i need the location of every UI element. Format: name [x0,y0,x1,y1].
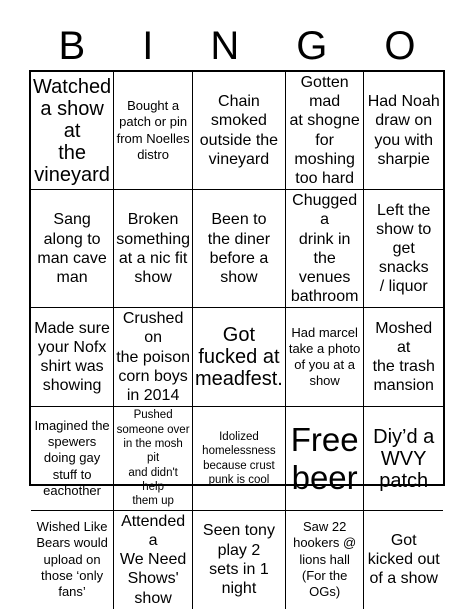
bingo-cell[interactable] [114,308,193,407]
cell-text: Diy’d a WVY patch [373,425,435,492]
cell-text: Got kicked out of a show [367,532,440,588]
cell-text: Moshed at the trash mansion [372,319,435,395]
cell-text: Broken something at a nic fit show [116,211,191,286]
bingo-cell[interactable] [286,511,365,609]
cell-text: Chain smoked outside the vineyard [199,93,279,168]
bingo-cell[interactable] [193,511,286,609]
bingo-cell[interactable] [193,407,286,511]
header-letter-o: O [384,24,416,68]
bingo-card-grid [29,70,445,607]
cell-text: Left the show to get snacks / liquor [376,201,432,296]
cell-text: Had marcel take a photo of you at a show [288,324,361,389]
cell-text: Bought a patch or pin from Noelles distro [116,98,190,162]
bingo-cell[interactable] [31,511,114,609]
header-letter-n: N [210,24,240,68]
bingo-cell[interactable] [286,308,365,407]
bingo-cell[interactable] [286,72,365,190]
bingo-cell[interactable] [193,72,286,190]
cell-text: Free beer [290,420,359,496]
bingo-cell[interactable] [286,190,365,308]
bingo-cell[interactable] [114,407,193,511]
bingo-cell[interactable] [31,407,114,511]
cell-text: Made sure your Nofx shirt was showing [34,319,110,395]
cell-text: Chugged a drink in the venues bathroom [290,192,359,306]
bingo-cell[interactable] [31,190,114,308]
bingo-cell[interactable] [31,308,114,407]
cell-text: Idolized homelessness because crust punk is cool [202,430,276,486]
cell-text: Gotten mad at shogne for moshing too hard [289,74,360,187]
header-letter-i: I [142,24,154,68]
cell-text: Seen tony play 2 sets in 1 night [202,522,275,597]
header-letter-b: B [58,24,86,68]
bingo-cell[interactable] [114,511,193,609]
cell-text: Got fucked at meadfest. [195,324,283,391]
cell-text: Saw 22 hookers @ lions hall (For the OGs) [293,519,357,600]
cell-text: Imagined the spewers doing gay stuff to eachother [34,417,110,498]
bingo-cell[interactable] [193,190,286,308]
header-letter-g: G [296,24,328,68]
bingo-cell[interactable] [193,308,286,407]
cell-text: Been to the diner before a show [207,211,271,286]
cell-text: Pushed someone over in the mosh pit and didn't help them up [116,409,190,508]
bingo-cell[interactable] [364,308,443,407]
bingo-cell[interactable] [31,72,114,190]
bingo-cell[interactable] [286,407,365,511]
bingo-header [30,22,444,70]
bingo-cell[interactable] [114,72,193,190]
cell-text: Had Noah draw on you with sharpie [367,93,440,168]
cell-text: Wished Like Bears would upload on those ‘only fans’ [36,519,108,600]
bingo-cell[interactable] [114,190,193,308]
bingo-cell[interactable] [364,511,443,609]
bingo-cell[interactable] [364,407,443,511]
cell-text: Watched a show at the vineyard [33,75,112,186]
bingo-cell[interactable] [364,72,443,190]
cell-text: Attended a We Need Shows' show [119,512,187,607]
cell-text: Crushed on the poison corn boys in 2014 [116,310,191,404]
bingo-cell[interactable] [364,190,443,308]
cell-text: Sang along to man cave man [37,211,107,286]
